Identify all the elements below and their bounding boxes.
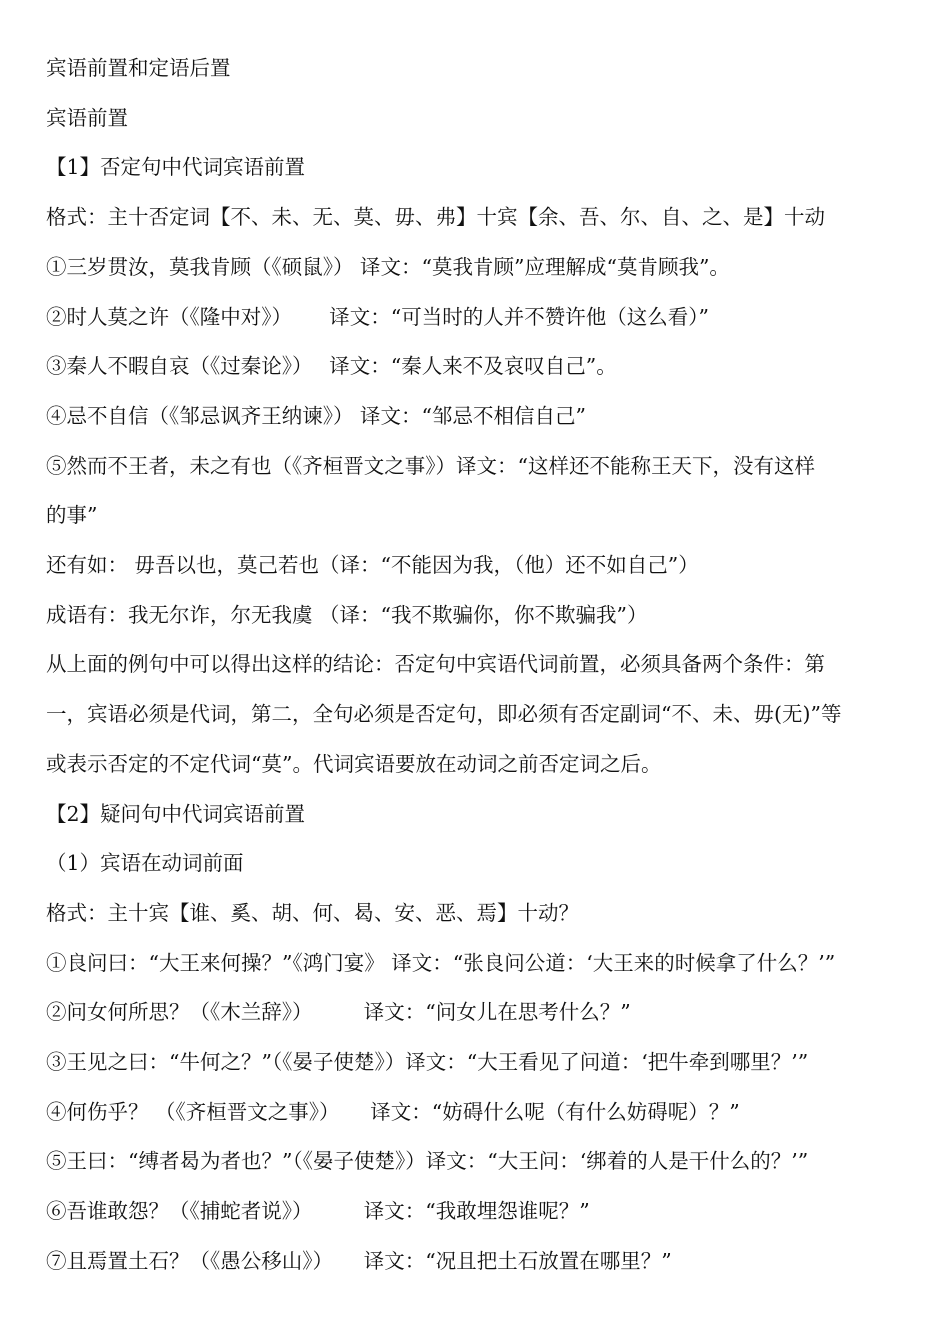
document-title: 宾语前置和定语后置 [46, 56, 231, 80]
conclusion-line: 一，宾语必须是代词，第二，全句必须是否定句，即必须有否定副词“不、未、毋(无)”等 [46, 702, 842, 727]
example-line: ④忌不自信（《邹忌讽齐王纳谏》） 译文：“邹忌不相信自己” [46, 403, 586, 428]
sub-point-heading: （1）宾语在动词前面 [46, 851, 244, 876]
example-line: ⑤王曰：“缚者曷为者也？”（《晏子使楚》）译文：“大王问：‘绑着的人是干什么的？’” [46, 1149, 809, 1174]
example-line: ⑥吾谁敢怨？（《捕蛇者说》） 译文：“我敢埋怨谁呢？” [46, 1199, 590, 1224]
section-heading: 宾语前置 [46, 105, 128, 130]
example-line: ②时人莫之许（《隆中对》） 译文：“可当时的人并不赞许他（这么看）” [46, 304, 709, 329]
format-line: 格式：主十否定词【不、未、无、莫、毋、弗】十宾【余、吾、尔、自、之、是】十动 [46, 205, 825, 230]
idiom-example: 成语有：我无尔诈，尔无我虞 （译：“我不欺骗你，你不欺骗我”） [46, 602, 648, 627]
example-line: ③王见之曰：“牛何之？”（《晏子使楚》）译文：“大王看见了问道：‘把牛牵到哪里？’” [46, 1050, 809, 1075]
subsection-heading: 【2】疑问句中代词宾语前置 [46, 801, 306, 826]
example-line-continuation: 的事” [46, 503, 98, 528]
example-line: ②问女何所思？（《木兰辞》） 译文：“问女儿在思考什么？” [46, 1000, 631, 1025]
example-line: ④何伤乎？ （《齐桓晋文之事》） 译文：“妨碍什么呢（有什么妨碍呢）？” [46, 1099, 740, 1124]
conclusion-line: 从上面的例句中可以得出这样的结论：否定句中宾语代词前置，必须具备两个条件：第 [46, 652, 825, 677]
format-line: 格式：主十宾【谁、奚、胡、何、曷、安、恶、焉】十动？ [46, 900, 579, 925]
example-line: ①良问曰：“大王来何操？”《鸿门宴》 译文：“张良问公道：‘大王来的时候拿了什么？’” [46, 950, 836, 975]
conclusion-line: 或表示否定的不定代词“莫”。代词宾语要放在动词之前否定词之后。 [46, 751, 662, 776]
example-line: ⑤然而不王者，未之有也（《齐桓晋文之事》）译文：“这样还不能称王天下，没有这样 [46, 453, 815, 478]
example-line: ⑦且焉置土石？（《愚公移山》） 译文：“况且把土石放置在哪里？” [46, 1248, 672, 1273]
example-line: ①三岁贯汝，莫我肯顾（《硕鼠》） 译文：“莫我肯顾”应理解成“莫肯顾我”。 [46, 254, 730, 279]
example-line: ③秦人不暇自哀（《过秦论》） 译文：“秦人来不及哀叹自己”。 [46, 354, 617, 379]
extra-example: 还有如： 毋吾以也，莫己若也（译：“不能因为我，（他）还不如自己”） [46, 553, 699, 578]
subsection-heading: 【1】否定句中代词宾语前置 [46, 155, 306, 180]
